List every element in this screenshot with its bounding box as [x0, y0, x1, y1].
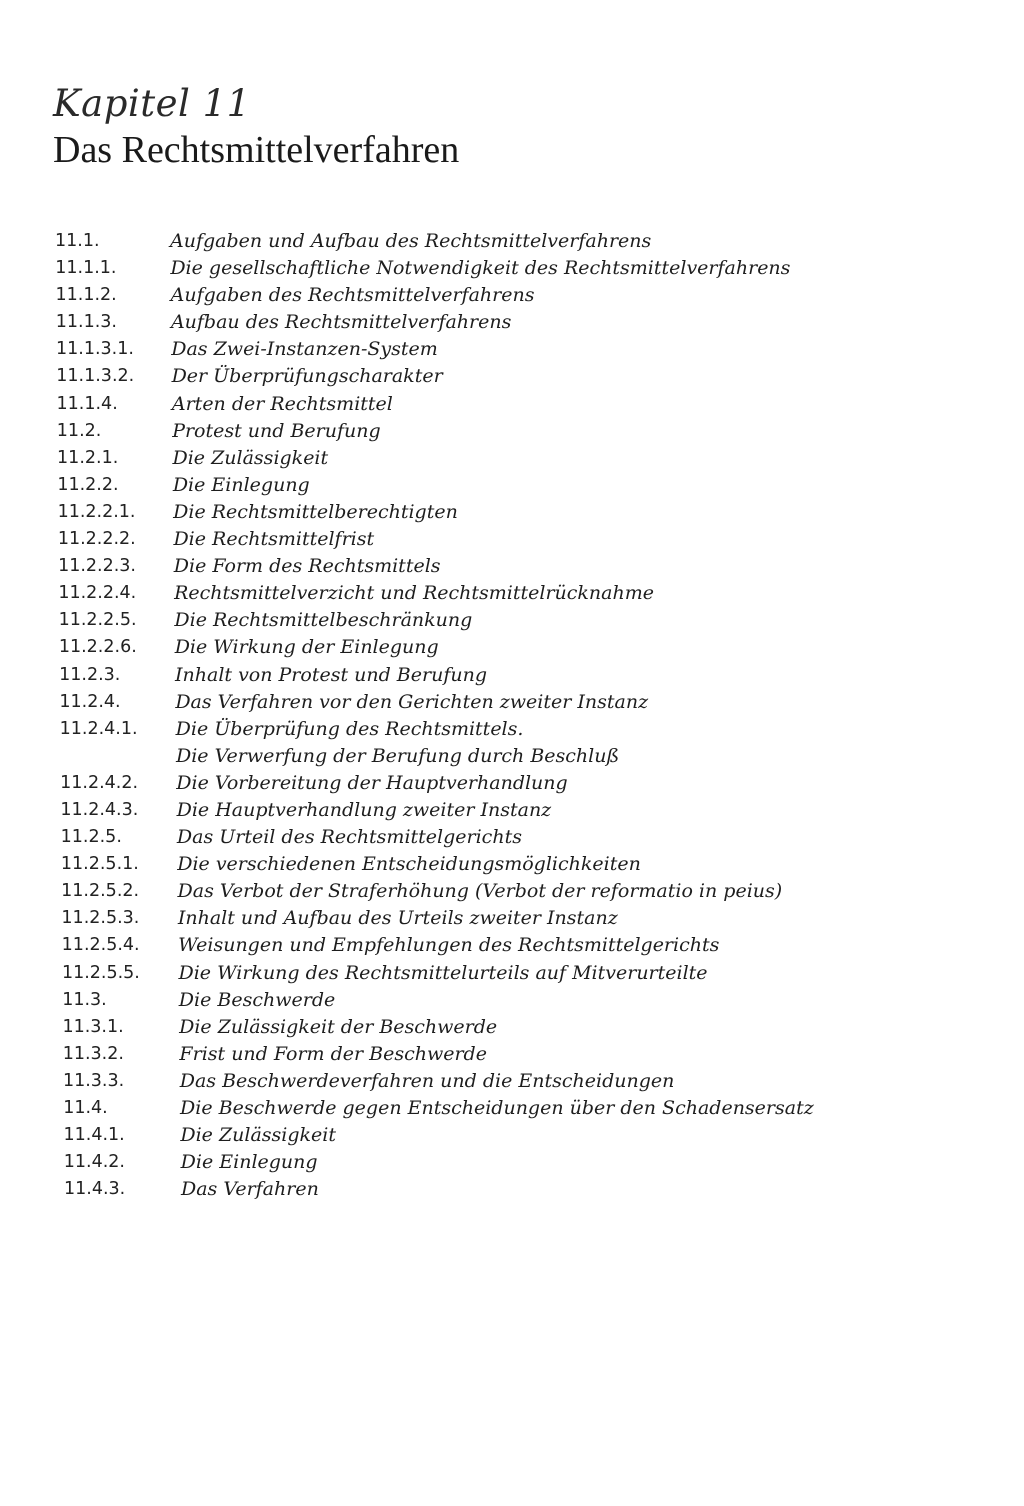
toc-entry-number: 11.2.1. [57, 447, 119, 468]
toc-entry-number: 11.2.5.1. [60, 854, 139, 875]
toc-entry [0, 960, 1024, 987]
toc-entry [0, 445, 1024, 472]
toc-entry-number: 11.2.4.3. [60, 799, 139, 820]
toc-entry-title: Das Urteil des Rechtsmittelgerichts [176, 826, 522, 849]
toc-entry-title: Inhalt und Aufbau des Urteils zweiter Instanz [177, 907, 618, 930]
toc-entry-number: 11.1.3.1. [56, 339, 134, 360]
toc-entry [0, 851, 1024, 878]
toc-entry-number: 11.4.3. [64, 1179, 126, 1200]
toc-entry [0, 418, 1024, 445]
toc-entry-number: 11.3.2. [62, 1043, 124, 1064]
toc-entry-number: 11.1.3.2. [56, 366, 135, 387]
toc-entry-title: Aufgaben und Aufbau des Rechtsmittelverfahrens [170, 230, 652, 252]
toc-entry [0, 770, 1024, 797]
toc-entry-title: Die Einlegung [172, 473, 310, 496]
toc-entry-title: Die Rechtsmittelberechtigten [173, 500, 458, 523]
table-of-contents [0, 228, 1024, 1203]
toc-entry [0, 580, 1024, 607]
toc-entry-number: 11.2.2.3. [58, 556, 136, 577]
toc-entry-title: Inhalt von Protest und Berufung [175, 663, 488, 686]
toc-entry [0, 1014, 1024, 1041]
toc-entry [0, 743, 1024, 770]
toc-entry-number: 11.2.5.3. [61, 908, 140, 929]
toc-entry [0, 391, 1024, 418]
toc-entry-title: Das Verfahren [181, 1178, 319, 1201]
toc-entry [0, 472, 1024, 499]
toc-entry-number: 11.2.4.2. [60, 772, 139, 793]
toc-entry-number: 11.3.1. [62, 1016, 124, 1037]
toc-entry-title: Die Vorbereitung der Hauptverhandlung [176, 771, 568, 794]
toc-entry-number: 11.2.2.2. [57, 529, 136, 550]
toc-entry-title: Die Rechtsmittelbeschränkung [174, 609, 473, 632]
toc-entry-number: 11.2.5.2. [61, 881, 140, 902]
toc-entry-title: Frist und Form der Beschwerde [179, 1042, 487, 1065]
toc-entry [0, 1149, 1024, 1176]
toc-entry-number: 11.1.4. [56, 393, 118, 414]
toc-entry [0, 905, 1024, 932]
toc-entry-number: 11.1.3. [55, 312, 117, 333]
toc-entry-title: Das Zwei-Instanzen-System [171, 338, 438, 361]
toc-entry-title: Die Wirkung der Einlegung [174, 636, 439, 659]
toc-entry-number: 11.2.3. [59, 664, 121, 685]
toc-entry-title: Die Rechtsmittelfrist [173, 528, 375, 551]
toc-entry [0, 689, 1024, 716]
toc-entry-title: Der Überprüfungscharakter [171, 365, 443, 388]
toc-entry [0, 662, 1024, 689]
toc-entry [0, 987, 1024, 1014]
toc-entry-title: Die Beschwerde [178, 988, 336, 1011]
toc-entry-title: Rechtsmittelverzicht und Rechtsmittelrücknahme [174, 582, 654, 605]
toc-entry-title: Die Verwerfung der Berufung durch Beschluß [175, 744, 620, 767]
toc-entry-title: Das Beschwerdeverfahren und die Entscheidungen [179, 1069, 675, 1092]
toc-entry [0, 228, 1024, 255]
toc-entry-title: Die Einlegung [180, 1151, 318, 1174]
toc-entry [0, 1041, 1024, 1068]
toc-entry-title: Die verschiedenen Entscheidungsmöglichkeiten [177, 853, 641, 876]
toc-entry [0, 716, 1024, 743]
toc-entry [0, 526, 1024, 553]
toc-entry [0, 499, 1024, 526]
toc-entry-number: 11.3.3. [62, 1070, 125, 1091]
toc-entry [0, 1122, 1024, 1149]
toc-entry [0, 1095, 1024, 1122]
toc-entry-number: 11.2.4. [59, 691, 121, 712]
toc-entry [0, 255, 1024, 282]
toc-entry-title: Aufgaben des Rechtsmittelverfahrens [170, 284, 535, 307]
toc-entry [0, 553, 1024, 580]
toc-entry-title: Die Zulässigkeit [180, 1124, 337, 1147]
toc-entry-number: 11.2.5.5. [61, 962, 140, 983]
toc-entry-number: 11.2.2.4. [58, 583, 137, 604]
toc-entry-title: Das Verbot der Straferhöhung (Verbot der reformatio in peius) [177, 880, 783, 903]
toc-entry-title: Die Wirkung des Rechtsmittelurteils auf Mitverurteilte [178, 961, 708, 984]
toc-entry [0, 1068, 1024, 1095]
toc-entry-number: 11.4.2. [63, 1152, 125, 1173]
toc-entry-title: Die Überprüfung des Rechtsmittels. [175, 717, 524, 740]
toc-entry-number: 11.3. [62, 989, 107, 1010]
toc-entry-title: Das Verfahren vor den Gerichten zweiter Instanz [175, 690, 649, 713]
toc-entry-number: 11.4.1. [63, 1125, 125, 1146]
toc-entry-number: 11.1.1. [55, 258, 117, 279]
toc-entry [0, 309, 1024, 336]
toc-entry [0, 634, 1024, 661]
toc-entry-number: 11.2.2.1. [57, 501, 136, 522]
toc-entry-number: 11.2.2.6. [58, 637, 137, 658]
toc-entry-number: 11.2.4.1. [59, 718, 138, 739]
toc-entry [0, 282, 1024, 309]
toc-entry-title: Protest und Berufung [172, 419, 381, 442]
toc-entry-title: Die gesellschaftliche Notwendigkeit des Rechtsmittelverfahrens [170, 257, 791, 280]
toc-entry-title: Die Hauptverhandlung zweiter Instanz [176, 798, 552, 821]
toc-entry [0, 607, 1024, 634]
chapter-title: Das Rechtsmittelverfahren [53, 129, 460, 171]
toc-entry-number: 11.2.2. [57, 474, 119, 495]
toc-entry [0, 878, 1024, 905]
toc-entry [0, 824, 1024, 851]
toc-entry-number: 11.4. [63, 1098, 108, 1118]
toc-entry-title: Die Zulässigkeit [172, 446, 329, 469]
toc-entry [0, 1176, 1024, 1203]
toc-entry-number: 11.1. [55, 231, 100, 251]
toc-entry-number: 11.2.2.5. [58, 610, 137, 631]
chapter-label: Kapitel 11 [53, 82, 251, 125]
toc-entry-number: 11.1.2. [55, 285, 117, 306]
toc-entry-title: Aufbau des Rechtsmittelverfahrens [170, 311, 512, 334]
toc-entry [0, 797, 1024, 824]
toc-entry-title: Arten der Rechtsmittel [171, 392, 393, 415]
toc-entry-number: 11.2.5.4. [61, 935, 140, 956]
toc-entry-number: 11.2. [56, 420, 102, 441]
toc-entry-title: Die Zulässigkeit der Beschwerde [179, 1015, 498, 1038]
toc-entry [0, 336, 1024, 363]
toc-entry-title: Die Beschwerde gegen Entscheidungen über den Schadensersatz [180, 1097, 814, 1119]
toc-entry-number: 11.2.5. [60, 827, 122, 848]
toc-entry-title: Weisungen und Empfehlungen des Rechtsmittelgerichts [178, 934, 720, 957]
toc-entry [0, 363, 1024, 390]
toc-entry-title: Die Form des Rechtsmittels [173, 555, 441, 578]
toc-entry [0, 932, 1024, 959]
